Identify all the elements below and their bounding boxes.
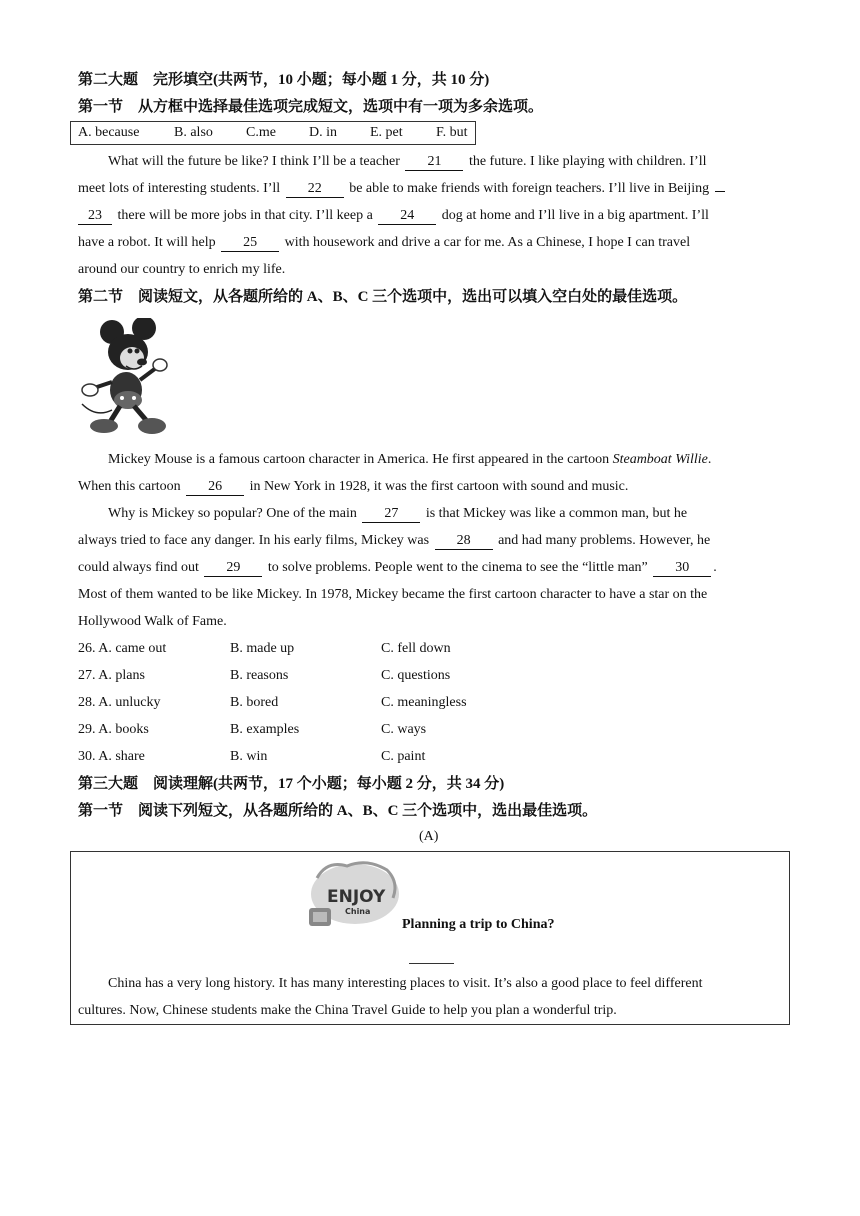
logo-subtext: China [345, 907, 371, 916]
question-26-option-b[interactable]: B. made up [230, 641, 295, 656]
question-27-option-a[interactable]: 27. A. plans [78, 668, 145, 683]
part-2-instruction: 第二节 阅读短文，从各题所给的 A、B、C 三个选项中，选出可以填入空白处的最佳选项。 [78, 289, 688, 305]
option-b: B. also [174, 125, 213, 140]
enjoy-china-logo [307, 858, 403, 934]
passage-2-line-4: always tried to face any danger. In his early films, Mickey was 28 and had many problems. However, he [78, 533, 711, 548]
passage-a-label: (A) [419, 829, 439, 844]
question-30-option-a[interactable]: 30. A. share [78, 749, 145, 764]
question-29-option-b[interactable]: B. examples [230, 722, 300, 737]
blank-30[interactable]: 30 [653, 559, 711, 577]
option-e: E. pet [370, 125, 403, 140]
blank-25[interactable]: 25 [221, 234, 279, 252]
passage-a-body-line-2: cultures. Now, Chinese students make the China Travel Guide to help you plan a wonderful trip. [78, 1003, 617, 1018]
question-26-option-c[interactable]: C. fell down [381, 641, 451, 656]
blank-27[interactable]: 27 [362, 505, 420, 523]
title-underline [409, 963, 454, 964]
question-30-option-b[interactable]: B. win [230, 749, 268, 764]
options-box [70, 121, 476, 145]
blank-21[interactable]: 21 [405, 153, 463, 171]
passage-1-line-4: have a robot. It will help 25 with housework and drive a car for me. As a Chinese, I hope I can travel [78, 235, 691, 250]
section-2-title: 第二大题 完形填空(共两节，10 小题；每小题 1 分，共 10 分) [78, 72, 490, 88]
question-26-option-a[interactable]: 26. A. came out [78, 641, 167, 656]
blank-23-start [715, 191, 725, 192]
cartoon-title: Steamboat Willie [612, 452, 708, 467]
question-27-option-b[interactable]: B. reasons [230, 668, 289, 683]
blank-24[interactable]: 24 [378, 207, 436, 225]
passage-a-body-line-1: China has a very long history. It has many interesting places to visit. It’s also a good place to feel different [108, 976, 703, 991]
blank-22[interactable]: 22 [286, 180, 344, 198]
passage-1-line-1: What will the future be like? I think I’ll be a teacher 21 the future. I like playing with children. I’ll [108, 154, 707, 169]
passage-2-line-6: Most of them wanted to be like Mickey. In 1978, Mickey became the first cartoon character to have a star on the [78, 587, 708, 602]
passage-1-line-2: meet lots of interesting students. I’ll 22 be able to make friends with foreign teachers. I’ll live in Beijing [78, 179, 727, 199]
passage-2-line-1: Mickey Mouse is a famous cartoon character in America. He first appeared in the cartoon Steamboat Willie. [108, 452, 712, 467]
blank-28[interactable]: 28 [435, 532, 493, 550]
question-29-option-a[interactable]: 29. A. books [78, 722, 149, 737]
option-f: F. but [436, 125, 468, 140]
option-c: C.me [246, 125, 276, 140]
option-a: A. because [78, 125, 140, 140]
blank-23[interactable]: 23 [78, 207, 112, 225]
section-3-title: 第三大题 阅读理解(共两节，17 个小题；每小题 2 分，共 34 分) [78, 776, 505, 792]
question-27-option-c[interactable]: C. questions [381, 668, 451, 683]
section-3-part-1-instruction: 第一节 阅读下列短文，从各题所给的 A、B、C 三个选项中，选出最佳选项。 [78, 803, 598, 819]
passage-a-box [70, 851, 790, 1025]
part-1-instruction: 第一节 从方框中选择最佳选项完成短文，选项中有一项为多余选项。 [78, 99, 544, 115]
passage-2-line-7: Hollywood Walk of Fame. [78, 614, 227, 629]
question-30-option-c[interactable]: C. paint [381, 749, 426, 764]
question-28-option-a[interactable]: 28. A. unlucky [78, 695, 161, 710]
question-28-option-b[interactable]: B. bored [230, 695, 279, 710]
logo-text: ENJOY [327, 887, 386, 907]
passage-1-line-5: around our country to enrich my life. [78, 262, 286, 277]
mickey-mouse-illustration [76, 318, 176, 440]
passage-1-line-3: 23 there will be more jobs in that city. I’ll keep a 24 dog at home and I’ll live in a big apartment. I’ll [78, 206, 709, 226]
passage-2-line-2: When this cartoon 26 in New York in 1928, it was the first cartoon with sound and music. [78, 479, 629, 494]
question-28-option-c[interactable]: C. meaningless [381, 695, 467, 710]
box-title: Planning a trip to China? [402, 917, 555, 932]
question-29-option-c[interactable]: C. ways [381, 722, 427, 737]
blank-29[interactable]: 29 [204, 559, 262, 577]
option-d: D. in [309, 125, 337, 140]
passage-2-line-5: could always find out 29 to solve problems. People went to the cinema to see the “little man” 30 . [78, 560, 717, 575]
passage-2-line-3: Why is Mickey so popular? One of the main 27 is that Mickey was like a common man, but he [108, 506, 688, 521]
blank-26[interactable]: 26 [186, 478, 244, 496]
